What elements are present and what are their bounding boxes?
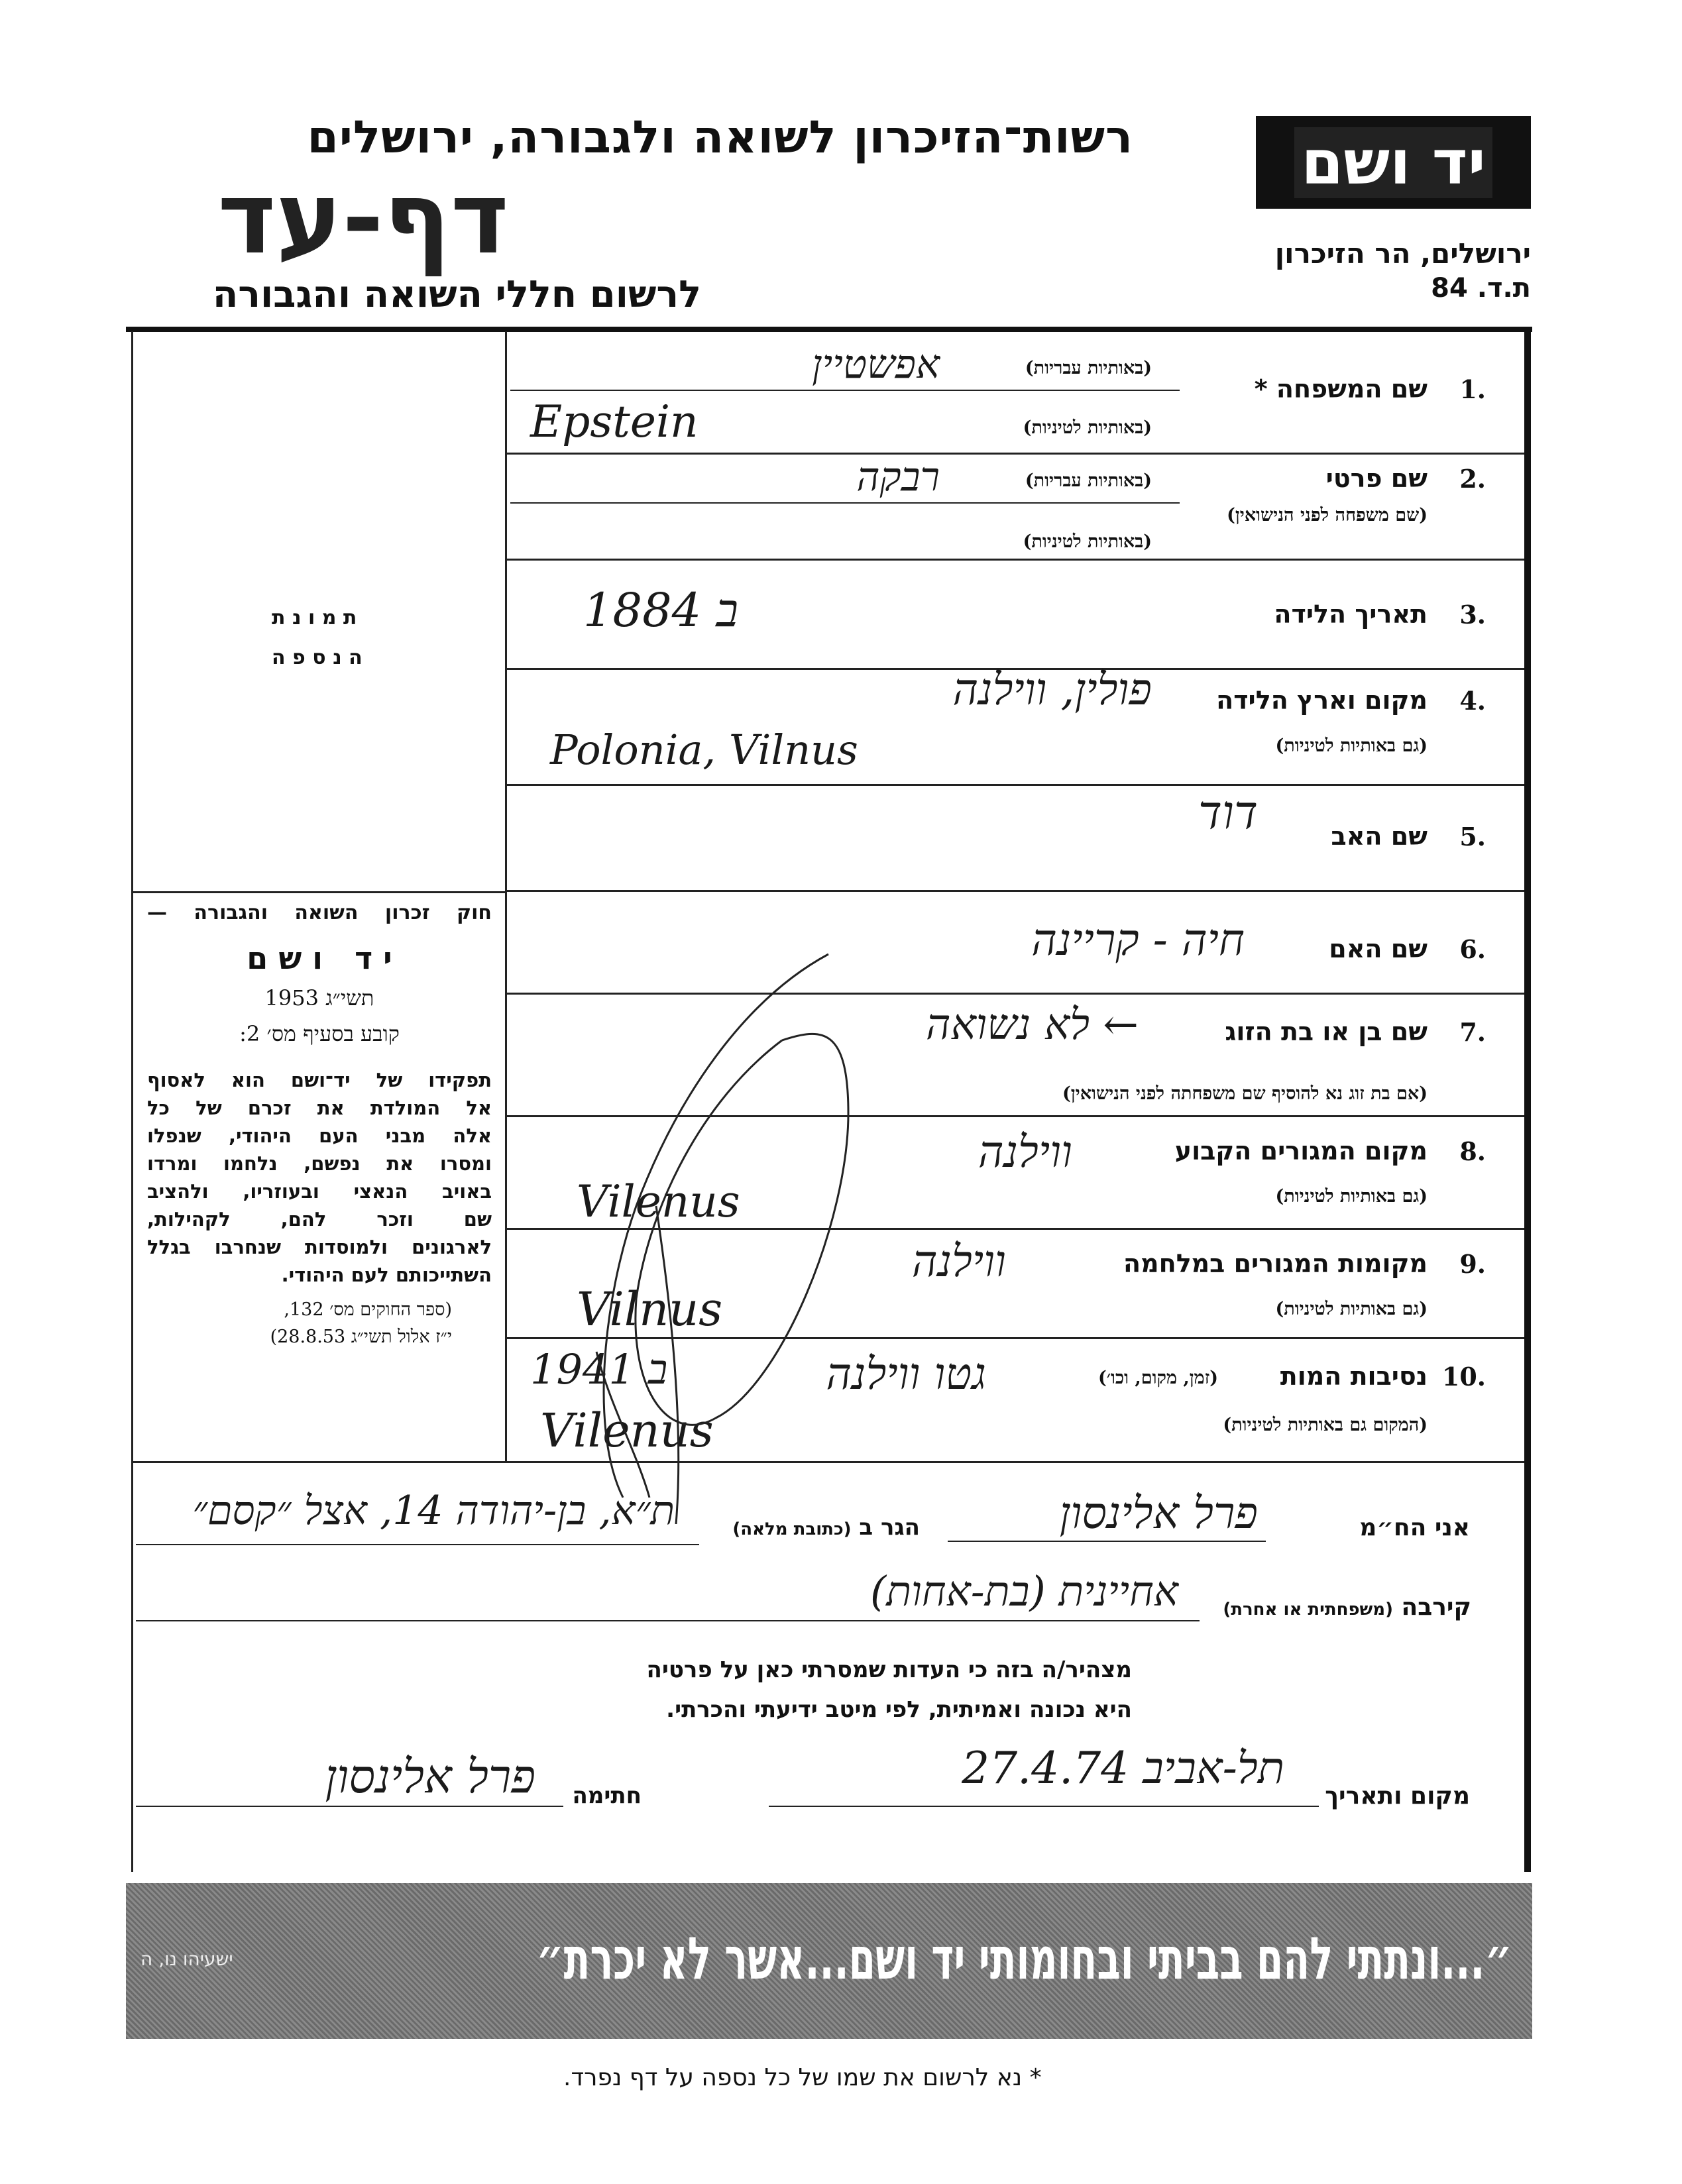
hint-hebrew-letters: (באותיות עבריות) <box>1025 358 1152 378</box>
declarant-name[interactable]: פרל אלינסון <box>1059 1488 1258 1539</box>
label-note: (זמן, מקום, וכו׳) <box>1097 1368 1218 1388</box>
law-body-line: אלה מבני העם היהודי, שנפלו <box>147 1124 492 1147</box>
banner-quote: ״...ונתתי להם בביתי ובחומותי יד ושם...אשר לא יכרת״ <box>536 1924 1512 1993</box>
authority-title: רשות־הזיכרון לשואה ולגבורה, ירושלים <box>307 111 1133 164</box>
relation-value[interactable]: אחיינית (בת-אחות) <box>870 1567 1178 1615</box>
resides-label <box>732 1514 920 1541</box>
field-number: 3. <box>1459 600 1486 629</box>
signature-value[interactable]: פרל אלינסון <box>325 1749 535 1804</box>
photo-law-divider <box>133 891 505 893</box>
value-family-name-latin[interactable]: Epstein <box>530 396 699 447</box>
form-subtitle: לרשום חללי השואה והגבורה <box>212 273 701 316</box>
field-number: 10. <box>1441 1362 1486 1392</box>
value-residence-latin[interactable]: Vilenus <box>577 1176 740 1227</box>
value-wartime-latin[interactable]: Vilnus <box>577 1282 723 1337</box>
address-line-1: ירושלים, הר הזיכרון <box>1274 237 1531 270</box>
declarant-label: אני הח״מ <box>1359 1514 1470 1541</box>
address-underline <box>136 1544 699 1545</box>
value-mother-name[interactable]: חיה - קריינה <box>1031 914 1245 965</box>
value-birth-date[interactable]: ב 1884 <box>583 583 739 637</box>
resides-note: (כתובת מלאה) <box>732 1519 852 1539</box>
hint-latin-letters: (באותיות לטיניות) <box>1023 417 1152 438</box>
law-body-line: השתייכותם לעם היהודי. <box>281 1264 492 1286</box>
relation-text: קירבה <box>1401 1594 1471 1621</box>
label-birth-place: מקום וארץ הלידה <box>1216 686 1428 715</box>
law-name: י ד ו ש ם <box>247 940 392 976</box>
label-death-circumstances: נסיבות המות <box>1280 1362 1428 1391</box>
row-divider <box>507 559 1524 561</box>
signature-underline <box>136 1806 563 1807</box>
label-spouse-name: שם בן או בת הזוג <box>1225 1017 1428 1046</box>
relation-underline <box>136 1620 1200 1621</box>
photo-label-2: ה נ ס פ ה <box>272 646 363 669</box>
yad-vashem-logo <box>1256 116 1531 209</box>
value-spouse[interactable]: ← לא נשואה <box>925 1001 1139 1050</box>
relation-label <box>1223 1594 1471 1621</box>
value-birth-place-hebrew[interactable]: פולין, ווילנה <box>952 664 1152 715</box>
row-divider <box>507 890 1524 892</box>
label-birth-date: תאריך הלידה <box>1274 600 1428 629</box>
banner-source: ישעיהו נו, ה <box>140 1948 233 1970</box>
law-body-line: באויב הנאצי ובעוזריו, ולהציב <box>147 1180 492 1203</box>
form-title: דף-עד <box>217 161 509 276</box>
value-death-place-latin[interactable]: Vilenus <box>540 1403 714 1458</box>
label-permanent-residence: מקום המגורים הקבוע <box>1174 1136 1428 1166</box>
law-body-line: תפקידו של יד־ושם הוא לאסוף <box>147 1069 492 1091</box>
field-number: 7. <box>1459 1017 1486 1047</box>
field-number: 6. <box>1459 934 1486 964</box>
value-first-name-hebrew[interactable]: רבקה <box>856 454 940 500</box>
declarant-address[interactable]: ת״א, בן-יהודה 14, אצל ״קסם״ <box>192 1488 675 1534</box>
field-number: 8. <box>1459 1136 1486 1166</box>
statement-line-1: מצהיר/ה בזה כי העדות שמסרתי כאן על פרטיה <box>646 1657 1132 1683</box>
law-body-line: אל המולדת את זכרם של כל <box>147 1097 492 1119</box>
field-underline <box>510 502 1180 504</box>
row-divider <box>507 784 1524 786</box>
place-date-value[interactable]: תל-אביב 27.4.74 <box>962 1743 1284 1794</box>
law-box <box>147 901 492 1347</box>
sublabel-spouse-maiden: (אם בת זוג נא להוסיף שם משפחתה לפני הנישואין) <box>1062 1083 1428 1104</box>
field-number: 9. <box>1459 1249 1486 1279</box>
statement-line-2: היא נכונה ואמיתית, לפי מיטב ידיעתי והכרתי. <box>666 1696 1132 1723</box>
law-source-2: י״ז אלול תשי״ג 28.8.53) <box>270 1327 452 1347</box>
field-number: 1. <box>1459 374 1486 404</box>
form-left-border <box>131 331 133 1872</box>
po-box: ת.ד. 84 <box>1431 273 1531 303</box>
declarant-underline <box>948 1541 1266 1542</box>
label-first-name: שם פרטי <box>1325 464 1428 493</box>
law-body-line: לארגונים ולמוסדות שנחרבו בגלל <box>147 1236 492 1258</box>
label-family-name: שם המשפחה * <box>1254 374 1428 404</box>
signature-label: חתימה <box>572 1782 642 1809</box>
row-divider <box>507 453 1524 455</box>
footnote: * נא לרשום את שמו של כל נספה על דף נפרד. <box>563 2064 1042 2091</box>
value-family-name-hebrew[interactable]: אפשטיין <box>812 341 940 388</box>
relation-note: (משפחתית או אחרת) <box>1223 1600 1393 1619</box>
form-right-border <box>1524 331 1531 1872</box>
law-body-line: שם וזכר להם, לקהילות, <box>147 1208 492 1230</box>
law-body-line: ומסרו את נפשם, נלחמו ומרדו <box>147 1152 492 1175</box>
value-death-hebrew[interactable]: גטו ווילנה <box>826 1348 986 1399</box>
photo-label-1: ת מ ו נ ת <box>272 606 357 629</box>
sublabel-maiden-name: (שם משפחה לפני הנישואין) <box>1227 505 1428 525</box>
value-father-name[interactable]: דוד <box>1198 785 1258 840</box>
value-death-date[interactable]: ב 1941 <box>530 1345 668 1393</box>
field-underline <box>510 390 1180 391</box>
value-birth-place-latin[interactable]: Polonia, Vilnus <box>550 726 858 774</box>
header-rule <box>126 327 1532 332</box>
law-title: חוק זכרון השואה והגבורה — <box>147 901 492 924</box>
hint-latin-letters: (באותיות לטיניות) <box>1023 531 1152 552</box>
label-wartime-residence: מקומות המגורים במלחמה <box>1123 1249 1428 1278</box>
quote-banner <box>126 1883 1532 2039</box>
hint-hebrew-letters: (באותיות עבריות) <box>1025 470 1152 491</box>
law-year: תשי״ג 1953 <box>264 985 374 1010</box>
sublabel-latin-too: (גם באותיות לטיניות) <box>1275 1186 1428 1207</box>
law-source-1: (ספר החוקים מס׳ 132, <box>284 1299 452 1320</box>
field-number: 2. <box>1459 464 1486 494</box>
pen-loop-scribble <box>504 928 1100 1524</box>
sublabel-latin-too: (גם באותיות לטיניות) <box>1275 736 1428 756</box>
field-number: 5. <box>1459 822 1486 851</box>
label-father-name: שם האב <box>1331 822 1428 851</box>
field-number: 4. <box>1459 686 1486 716</box>
place-date-label: מקום ותאריך <box>1325 1782 1470 1810</box>
sublabel-place-latin: (המקום גם באותיות לטיניות) <box>1223 1415 1428 1435</box>
value-residence-hebrew[interactable]: ווילנה <box>978 1126 1072 1177</box>
place-date-underline <box>769 1806 1319 1807</box>
label-mother-name: שם האם <box>1329 934 1428 963</box>
value-wartime-hebrew[interactable]: ווילנה <box>911 1236 1006 1287</box>
sublabel-latin-too: (גם באותיות לטיניות) <box>1275 1299 1428 1319</box>
law-section: קובע בסעיף מס׳ 2: <box>239 1021 400 1046</box>
resides-text: הגר ב <box>859 1514 920 1541</box>
logo-text: יד ושם <box>1294 127 1492 198</box>
